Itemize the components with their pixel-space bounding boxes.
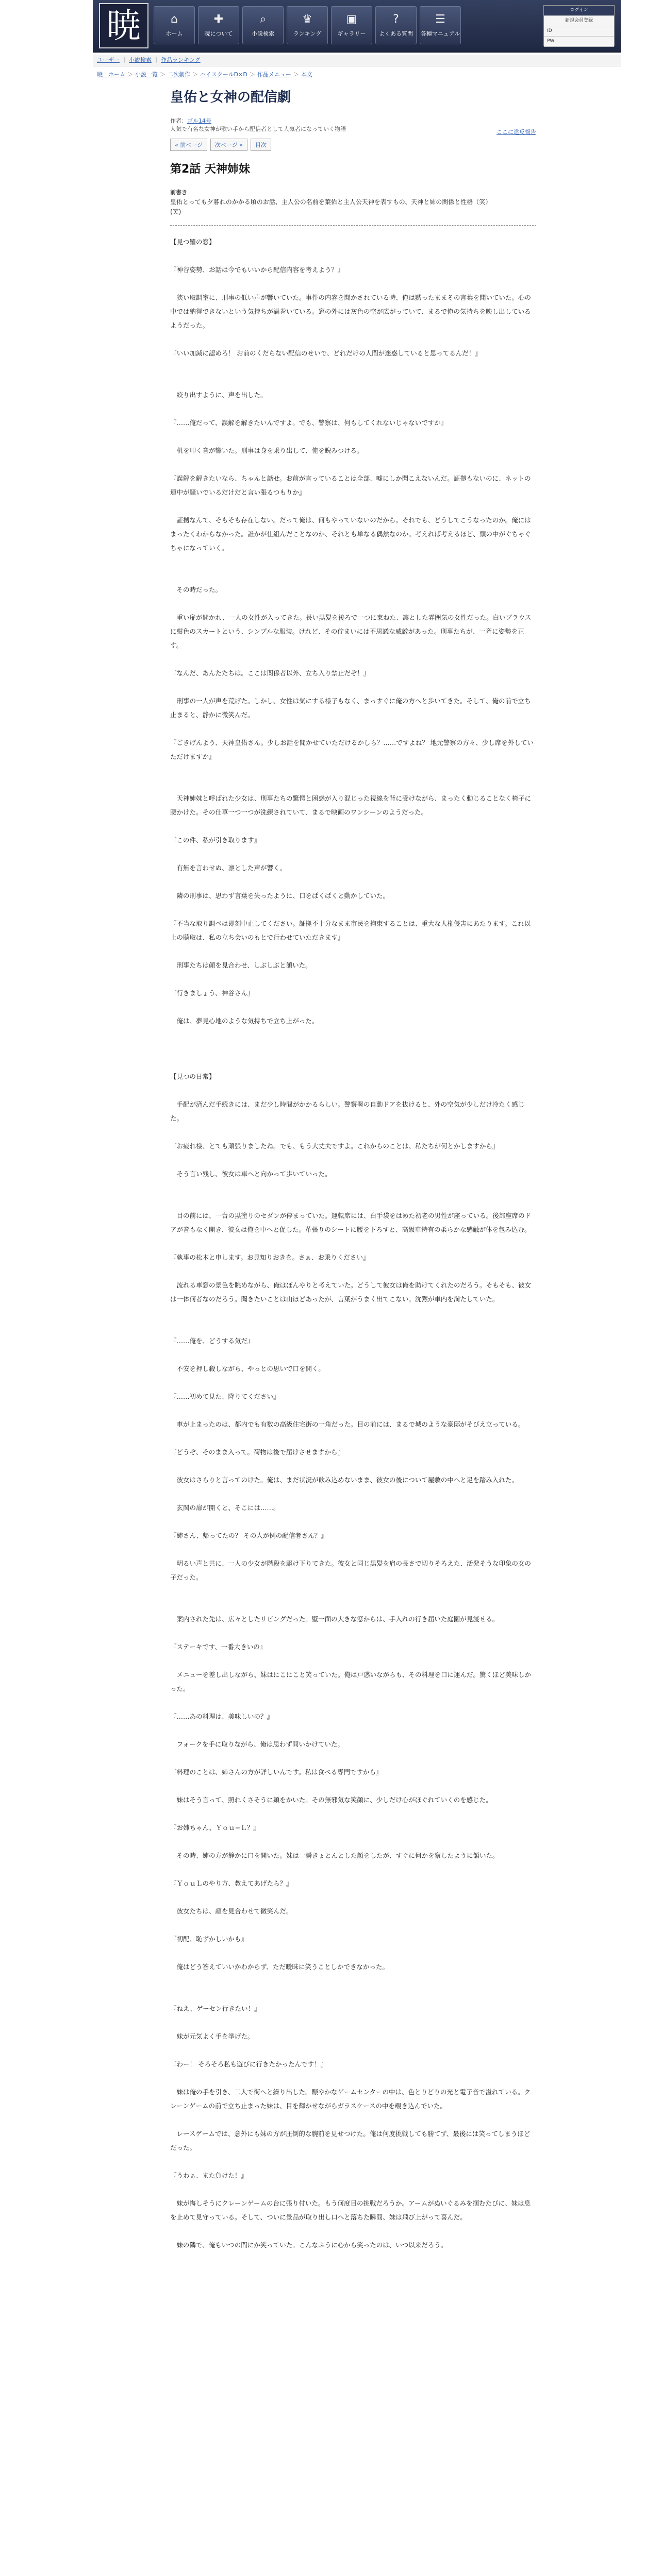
story-paragraph: 『どうぞ、そのまま入って。荷物は後で届けさせますから』: [170, 1448, 344, 1456]
story-paragraph: [170, 1320, 536, 1334]
nav-item[interactable]: [375, 6, 417, 44]
novel-title[interactable]: 皇佑と女神の配信劇: [170, 90, 291, 105]
story-paragraph: 『神谷姿勢、お話は今でもいいから配信内容を考えよう？』: [170, 266, 344, 274]
story-paragraph: [170, 2015, 536, 2029]
novel-meta: [170, 117, 536, 133]
author-line: [170, 117, 536, 125]
story-paragraph: 妹が元気よく手を挙げた。: [170, 2032, 254, 2040]
login-box: [543, 5, 615, 46]
chapter-title: 第2話 天神姉妹: [170, 163, 250, 176]
nav-label: ギャラリー: [337, 30, 366, 37]
story-paragraph: そう言い残し、彼女は車へと向かって歩いていった。: [170, 1170, 332, 1178]
nav-label: 各種マニュアル: [420, 30, 460, 37]
story-paragraph: [170, 499, 536, 513]
story-paragraph: 『この件、私が引き取ります』: [170, 836, 261, 844]
story-paragraph: [170, 1807, 536, 1821]
story-paragraph: 『ねえ、ゲーセン行きたい！』: [170, 2005, 261, 2012]
story-paragraph: 天神姉妹と呼ばれた少女は、刑事たちの驚愕と困惑が入り混じった視線を背に受けながら、まったく動じることなく椅子に腰かけた。その仕草一つ一つが洗練されていて、まるで映画のワンシーンのようだった。: [170, 794, 532, 816]
nav-icon: ⌂: [171, 13, 178, 26]
nav-label: よくある質問: [379, 30, 413, 37]
story-paragraph: [170, 1835, 536, 1849]
nav-icon: ⌕: [259, 13, 267, 26]
report-link[interactable]: ここに違反報告: [496, 129, 536, 135]
story-paragraph: 【見つの日常】: [170, 1073, 216, 1080]
story-paragraph: [170, 847, 536, 861]
story-paragraph: 手配が済んだ手続きには、まだ少し時間がかかるらしい。警察署の自動ドアを抜けると、外の空気が少しだけ冷たく感じた。: [170, 1100, 525, 1122]
story-paragraph: [170, 1626, 536, 1640]
breadcrumb-item[interactable]: 二次創作: [168, 71, 190, 78]
site-header: [93, 0, 621, 53]
story-paragraph: 『ステーキです、一番大きいの』: [170, 1643, 267, 1651]
story-paragraph: 『行きましょう、神谷さん』: [170, 989, 254, 997]
story-paragraph: 『ＹｏｕＬのやり方、教えてあげたら？』: [170, 1879, 293, 1887]
story-paragraph: [170, 332, 536, 346]
story-paragraph: [170, 1918, 536, 1932]
story-paragraph: 案内された先は、広々としたリビングだった。壁一面の大きな窓からは、手入れの行き届いた庭園が見渡せる。: [170, 1615, 499, 1623]
story-paragraph: [170, 972, 536, 986]
novel-description: 人気で有名な女神が歌い手から配信者として人気者になっていく物語: [170, 126, 346, 132]
story-paragraph: 妹の隣で、俺もいつの間にか笑っていた。こんなふうに心から笑ったのは、いつ以来だろう。: [170, 2241, 448, 2249]
story-paragraph: 狭い取調室に、刑事の低い声が響いていた。事件の内容を聞かされている時、俺は黙ったままその言葉を聞いていた。心の中では納得できないという気持ちが渦巻いている。窓の外には灰色の空が広がっていて、まるで俺の気持ちを映し出しているようだった。: [170, 294, 532, 329]
story-paragraph: 『……初めて見た、降りてください』: [170, 1393, 280, 1400]
story-paragraph: [170, 1598, 536, 1612]
story-paragraph: 彼女たちは、顔を見合わせて微笑んだ。: [170, 1907, 293, 1915]
story-paragraph: 有無を言わせぬ、凛とした声が響く。: [170, 864, 286, 872]
story-paragraph: その時だった。: [170, 586, 222, 594]
login-button[interactable]: ログイン: [544, 6, 614, 16]
novel-body: [170, 87, 536, 2252]
story-paragraph: 目の前には、一台の黒塗りのセダンが停まっていた。運転席には、白手袋をはめた初老の男性が座っている。後部座席のドアが音もなく開き、彼女は俺を中へと促した。革張りのシートに腰を下ろすと、高級車特有の柔らかな感触が体を包み込む。: [170, 1212, 532, 1233]
story-paragraph: [170, 2071, 536, 2085]
story-paragraph: 『わー！ そろそろ私も遊びに行きたかったんです！』: [170, 2060, 327, 2068]
story-paragraph: [170, 1890, 536, 1904]
story-paragraph: [170, 1195, 536, 1209]
story-paragraph: [170, 1181, 536, 1195]
story-paragraph: [170, 374, 536, 388]
story-paragraph: 車が止まったのは、都内でも有数の高級住宅街の一角だった。目の前には、まるで城のような豪邸がそびえ立っている。: [170, 1420, 525, 1428]
story-paragraph: 『初配、恥ずかしいかも』: [170, 1935, 248, 1943]
breadcrumb: 暁 ホーム ＞ 小説一覧 ＞ 二次創作 ＞ ハイスクールD×D ＞ 作品メニュー ＞ 本文: [97, 71, 312, 78]
nav-label: 小説検索: [252, 30, 274, 37]
prev-page-button[interactable]: « 前ページ: [170, 139, 207, 151]
top-link[interactable]: 小説検索: [129, 57, 152, 63]
story-paragraph: [170, 1515, 536, 1529]
story-paragraph: [170, 249, 536, 263]
story-paragraph: [170, 1543, 536, 1556]
story-paragraph: [170, 1779, 536, 1793]
preface: [170, 188, 536, 226]
main-nav: [154, 6, 464, 44]
toc-button[interactable]: 目次: [251, 139, 271, 151]
story-paragraph: [170, 819, 536, 833]
story-paragraph: [170, 2182, 536, 2196]
top-link[interactable]: 作品ランキング: [161, 57, 201, 63]
preface-line: 皇佑とっても夕暮れのかかる頃のお話、主人公の名前を葉佑と主人公天神を表すもの、天神と姉の関係と性格（笑）: [170, 198, 492, 206]
story-paragraph: [170, 1264, 536, 1278]
story-paragraph: [170, 569, 536, 583]
story-paragraph: [170, 1306, 536, 1320]
story-paragraph: レースゲームでは、意外にも妹の方が圧倒的な腕前を見せつけた。俺は何度挑戦しても勝てず、最後には笑ってしまうほどだった。: [170, 2130, 531, 2151]
nav-item[interactable]: [331, 6, 372, 44]
story-paragraph: [170, 1028, 536, 1042]
story-paragraph: [170, 430, 536, 444]
story-paragraph: [170, 1723, 536, 1737]
story-paragraph: [170, 764, 536, 777]
story-paragraph: 妹が悔しそうにクレーンゲームの台に張り付いた。もう何度目の挑戦だろうか。アームがぬいぐるみを掴むたびに、妹は息を止めて見守っている。そして、ついに景品が取り出し口へと落ちた瞬間、妹は飛び上がって喜んだ。: [170, 2199, 531, 2221]
story-paragraph: 隣の刑事は、思わず言葉を失ったように、口をぱくぱくと動かしていた。: [170, 892, 390, 900]
main-content: [93, 55, 621, 2576]
story-paragraph: 刑事たちは顔を見合わせ、しぶしぶと頷いた。: [170, 961, 312, 969]
nav-item[interactable]: [420, 6, 461, 44]
story-paragraph: [170, 1988, 536, 2002]
story-paragraph: [170, 597, 536, 611]
story-paragraph: 俺は、夢見心地のような気持ちで立ち上がった。: [170, 1017, 319, 1025]
story-paragraph: 『お姉ちゃん、Ｙｏｕ−Ｌ？』: [170, 1824, 260, 1832]
story-paragraph: [170, 1348, 536, 1362]
story-paragraph: [170, 277, 536, 291]
story-paragraph: [170, 944, 536, 958]
story-paragraph: 『ごきげんよう、天神皇佑さん。少しお話を聞かせていただけるかしら？……ですよね？ 地元警察の方々、少し席を外していただけますか』: [170, 739, 534, 760]
story-paragraph: 不安を押し殺しながら、やっとの思いで口を開く。: [170, 1365, 325, 1372]
nav-item[interactable]: [154, 6, 195, 44]
nav-item[interactable]: [198, 6, 239, 44]
top-links: ユーザー ｜ 小説検索 ｜ 作品ランキング: [93, 55, 621, 66]
nav-icon: ☰: [435, 13, 445, 26]
story-paragraph: [170, 1431, 536, 1445]
story-paragraph: [170, 1459, 536, 1473]
story-paragraph: 『……あの料理は、美味しいの？』: [170, 1713, 274, 1720]
story-paragraph: [170, 402, 536, 416]
story-paragraph: 証拠なんて、そもそも存在しない。だって俺は、何もやっていないのだから。それでも、どうしてこうなったのか。俺にはまったくわからなかった。誰かが仕組んだことなのか、それとも単なる偶然なのか。考えれば考えるほど、頭の中がぐちゃぐちゃになっていく。: [170, 516, 532, 552]
story-paragraph: 『不当な取り調べは即刻中止してください。証拠不十分なまま市民を拘束することは、重大な人権侵害にあたります。これ以上の聴取は、私の立ち会いのもとで行わせていただきます』: [170, 920, 531, 941]
story-paragraph: 机を叩く音が響いた。刑事は身を乗り出して、俺を睨みつける。: [170, 447, 363, 454]
story-paragraph: 『いい加減に認めろ！ お前のくだらない配信のせいで、どれだけの人間が迷惑していると思ってるんだ！』: [170, 349, 482, 357]
story-paragraph: [170, 1403, 536, 1417]
story-paragraph: [170, 1696, 536, 1709]
breadcrumb-item[interactable]: 暁 ホーム: [97, 71, 125, 78]
nav-icon: ▣: [346, 13, 357, 26]
story-paragraph: [170, 1654, 536, 1668]
story-paragraph: 明るい声と共に、一人の少女が階段を駆け下りてきた。彼女と同じ黒髪を肩の長さで切りそろえた、活発そうな印象の女の子だった。: [170, 1560, 532, 1581]
story-paragraph: [170, 2043, 536, 2057]
story-paragraph: [170, 1862, 536, 1876]
story-paragraph: 【見つ羅の窓】: [170, 238, 216, 246]
story-paragraph: 『料理のことは、姉さんの方が詳しいんです。私は食べる専門ですから』: [170, 1768, 383, 1776]
story-paragraph: [170, 680, 536, 694]
story-paragraph: [170, 1584, 536, 1598]
author-label: 作者：: [170, 117, 187, 124]
story-paragraph: 『……俺を、どうする気だ』: [170, 1337, 254, 1345]
story-paragraph: [170, 722, 536, 736]
breadcrumb-item[interactable]: 作品メニュー: [257, 71, 291, 78]
story-paragraph: その時、姉の方が静かに口を開いた。妹は一瞬きょとんとした顔をしたが、すぐに何かを察したように頷いた。: [170, 1852, 499, 1859]
story-paragraph: [170, 1946, 536, 1960]
nav-label: 暁について: [204, 30, 233, 37]
story-paragraph: [170, 1974, 536, 1988]
story-paragraph: 『執事の松木と申します。お見知りおきを。さぁ、お乗りください』: [170, 1253, 370, 1261]
story-paragraph: 妹は俺の手を引き、二人で街へと繰り出した。賑やかなゲームセンターの中は、色とりどりの光と電子音で溢れている。クレーンゲームの前で立ち止まった妹は、目を輝かせながらガラスケースの中を覗き込んでいた。: [170, 2088, 531, 2110]
story-paragraph: 『うわぁ、また負けた！』: [170, 2172, 247, 2179]
story-paragraph: [170, 1376, 536, 1389]
preface-line: (笑): [170, 208, 181, 215]
nav-icon: ♛: [302, 13, 312, 26]
story-paragraph: [170, 1751, 536, 1765]
story-paragraph: 『誤解を解きたいなら、ちゃんと話せ。お前が言っていることは全部、嘘にしか聞こえないんだ。証拠もないのに、ネットの連中が騒いでいるだけだと言い張るつもりか』: [170, 474, 531, 496]
nav-icon: ✚: [213, 13, 224, 26]
story-paragraph: [170, 2224, 536, 2238]
story-paragraph: [170, 777, 536, 791]
story-paragraph: [170, 360, 536, 374]
story-paragraph: メニューを差し出しながら、妹はにこにこと笑っていた。俺は戸惑いながらも、その料理を口に運んだ。驚くほど美味しかった。: [170, 1671, 532, 1692]
story-paragraph: [170, 1042, 536, 1056]
author-link[interactable]: ゴル14号: [187, 117, 211, 124]
story-paragraph: 彼女はさらりと言ってのけた。俺は、まだ状況が飲み込めないまま、彼女の後について屋敷の中へと足を踏み入れた。: [170, 1476, 518, 1484]
breadcrumb-item[interactable]: ハイスクールD×D: [200, 71, 247, 78]
story-paragraph: [170, 555, 536, 569]
story-paragraph: フォークを手に取りながら、俺は思わず問いかけていた。: [170, 1740, 344, 1748]
pw-field-label[interactable]: PW: [544, 37, 614, 47]
story-paragraph: [170, 2113, 536, 2127]
story-paragraph: 玄関の扉が開くと、そこには……。: [170, 1504, 280, 1512]
preface-label: 前書き: [170, 189, 187, 196]
story-paragraph: 妹はそう言って、照れくさそうに頬をかいた。その無邪気な笑顔に、少しだけ心がほぐれていくのを感じた。: [170, 1796, 492, 1804]
nav-label: ランキング: [293, 30, 322, 37]
story-paragraph: [170, 1487, 536, 1501]
story-paragraph: [170, 1236, 536, 1250]
story-paragraph: [170, 1125, 536, 1139]
story-paragraph: 『お疲れ様、とても頑張りましたね。でも、もう大丈夫ですよ。これからのことは、私たちが何とかしますから』: [170, 1142, 499, 1150]
story-paragraph: 重い扉が開かれ、一人の女性が入ってきた。長い黒髪を後ろで一つに束ねた、凛とした雰囲気の女性だった。白いブラウスに紺色のスカートという、シンプルな服装。けれど、その佇まいには不思議な威厳があった。刑事たちが、一斉に姿勢を正す。: [170, 614, 532, 649]
breadcrumb-item[interactable]: 小説一覧: [135, 71, 158, 78]
top-link[interactable]: ユーザー: [97, 57, 120, 63]
id-field-label[interactable]: ID: [544, 26, 614, 37]
story-paragraph: [170, 2155, 536, 2168]
site-logo[interactable]: 暁: [99, 3, 148, 48]
story-paragraph: 流れる車窓の景色を眺めながら、俺はぼんやりと考えていた。どうして彼女は俺を助けてくれたのだろう。そもそも、彼女は一体何者なのだろう。聞きたいことは山ほどあったが、言葉がうまく出てこない。沈黙が車内を満たしていた。: [170, 1281, 532, 1303]
story-paragraph: [170, 652, 536, 666]
story-paragraph: 『なんだ、あんたたちは。ここは関係者以外、立ち入り禁止だぞ！』: [170, 669, 370, 677]
nav-icon: ?: [393, 13, 399, 26]
nav-item[interactable]: [242, 6, 284, 44]
nav-item[interactable]: [287, 6, 328, 44]
story-paragraph: 刑事の一人が声を荒げた。しかし、女性は気にする様子もなく、まっすぐに俺の方へと歩いてきた。そして、俺の前で立ち止まると、静かに微笑んだ。: [170, 697, 531, 719]
story-paragraph: 絞り出すように、声を出した。: [170, 391, 267, 399]
breadcrumb-item[interactable]: 本文: [301, 71, 312, 78]
story-paragraph: 俺はどう答えていいかわからず、ただ曖昧に笑うことしかできなかった。: [170, 1963, 389, 1971]
nav-label: ホーム: [166, 30, 183, 37]
story-paragraph: [170, 1056, 536, 1070]
story-text: [170, 235, 536, 2252]
pager: [170, 139, 536, 151]
story-paragraph: [170, 1083, 536, 1097]
story-paragraph: [170, 1000, 536, 1014]
story-paragraph: [170, 875, 536, 889]
register-link[interactable]: 新規会員登録: [544, 16, 614, 26]
story-paragraph: [170, 1153, 536, 1167]
story-paragraph: [170, 903, 536, 917]
story-paragraph: 『……俺だって、誤解を解きたいんですよ。でも、警察は、何もしてくれないじゃないですか』: [170, 419, 448, 427]
story-paragraph: [170, 457, 536, 471]
next-page-button[interactable]: 次ページ »: [210, 139, 247, 151]
story-paragraph: 『姉さん、帰ってたの？ その人が例の配信者さん？』: [170, 1532, 327, 1539]
